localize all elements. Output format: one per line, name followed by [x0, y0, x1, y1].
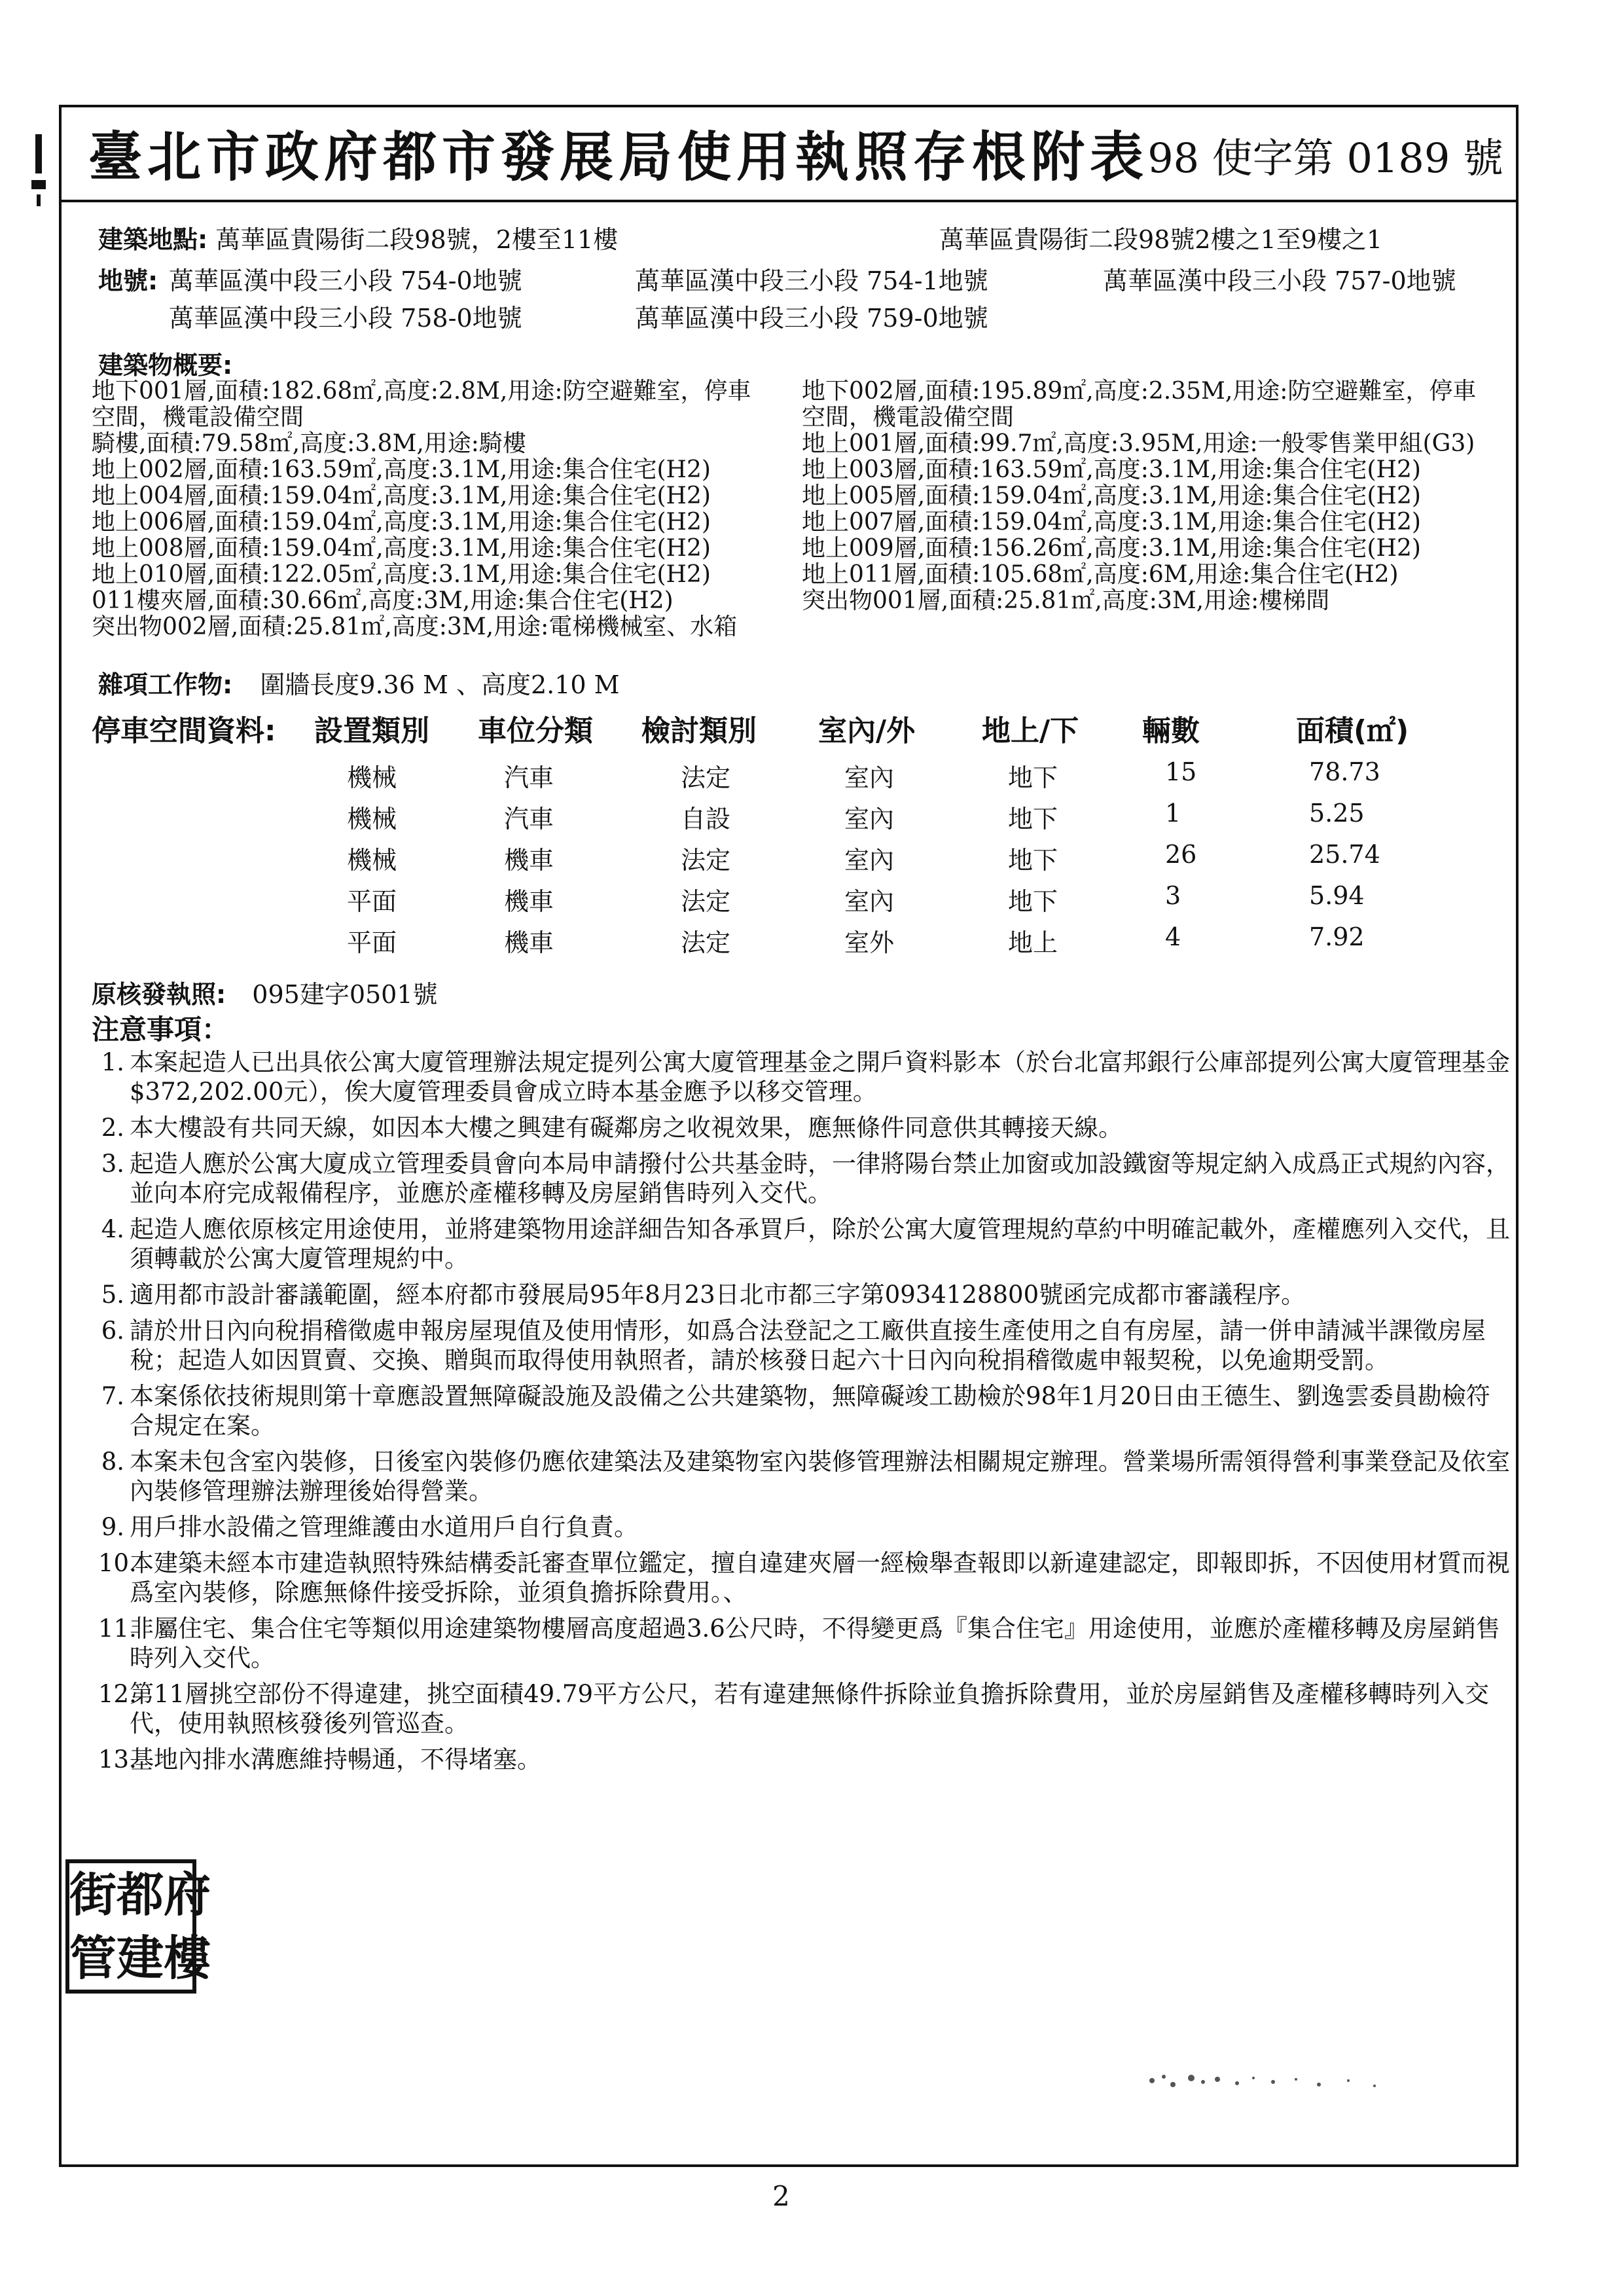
note-text: 本大樓設有共同天線，如因本大樓之興建有礙鄰房之收視效果，應無條件同意供其轉接天線。: [130, 1114, 1123, 1142]
note-number: 3.: [101, 1150, 124, 1178]
binding-mark: [30, 134, 47, 206]
parking-cell: 地上: [1008, 928, 1058, 957]
seal-char: 府: [164, 1867, 211, 1923]
parking-cell: 法定: [681, 763, 731, 792]
overview-right-column: [802, 378, 1476, 614]
misc-work-row: [98, 665, 620, 701]
parking-cell: 26: [1165, 840, 1197, 869]
overview-line: 011樓夾層,面積:30.66㎡,高度:3M,用途:集合住宅(H2): [92, 587, 674, 614]
page-number: 2: [772, 2180, 790, 2212]
parking-cell: 5.94: [1309, 881, 1365, 910]
note-item: [98, 1548, 1512, 1607]
note-number: 10.: [98, 1549, 137, 1577]
note-text: 本案係依技術規則第十章應設置無障礙設施及設備之公共建築物，無障礙竣工勘檢於98年1月20日由王德生、劉逸雲委員勘檢符合規定在案。: [130, 1382, 1490, 1440]
lot-item: 萬華區漢中段三小段 754-0地號: [169, 266, 522, 295]
overview-left-column: [92, 378, 751, 640]
parking-header: 室內/外: [818, 714, 916, 748]
overview-line: 地上003層,面積:163.59㎡,高度:3.1M,用途:集合住宅(H2): [802, 456, 1421, 483]
note-item: [98, 1745, 1512, 1774]
misc-work-value: 圍牆長度9.36 M 、高度2.10 M: [260, 670, 620, 699]
parking-cell: 法定: [681, 887, 731, 916]
note-text: 本案未包含室內裝修，日後室內裝修仍應依建築法及建築物室內裝修管理辦法相關規定辦理。營業場所需領得營利事業登記及依室內裝修管理辦法辦理後始得營業。: [130, 1448, 1510, 1505]
parking-header: 面積(㎡): [1296, 714, 1409, 748]
signature-marks: [1139, 2062, 1388, 2102]
parking-cell: 室內: [844, 846, 895, 875]
parking-cell: 汽車: [504, 805, 554, 833]
overview-line: 地上009層,面積:156.26㎡,高度:3.1M,用途:集合住宅(H2): [802, 535, 1421, 562]
parking-cell: 機車: [504, 928, 554, 957]
lot-item: 萬華區漢中段三小段 758-0地號: [169, 304, 522, 333]
parking-cell: 室外: [844, 928, 895, 957]
location-address-2: 萬華區貴陽街二段98號2樓之1至9樓之1: [939, 225, 1383, 254]
notes-label: [92, 1008, 229, 1048]
overview-line: 地上004層,面積:159.04㎡,高度:3.1M,用途:集合住宅(H2): [92, 483, 711, 509]
parking-cell: 地下: [1008, 805, 1058, 833]
overview-label-text: 建築物概要:: [98, 351, 233, 380]
note-item: [98, 1280, 1512, 1309]
parking-header: 設置類別: [314, 714, 429, 748]
parking-header: 車位分類: [478, 714, 593, 748]
parking-cell: 78.73: [1309, 757, 1380, 786]
parking-label: 停車空間資料:: [92, 714, 276, 748]
parking-cell: 地下: [1008, 846, 1058, 875]
notes-label-text: 注意事項：: [92, 1013, 230, 1046]
note-number: 5.: [101, 1281, 124, 1309]
original-permit-row: [92, 974, 438, 1010]
parking-cell: 地下: [1008, 763, 1058, 792]
note-item: [98, 1214, 1512, 1273]
parking-cell: 機車: [504, 887, 554, 916]
seal-char: 樓: [164, 1929, 211, 1986]
note-number: 4.: [101, 1215, 124, 1243]
note-text: 起造人應依原核定用途使用，並將建築物用途詳細告知各承買戶，除於公寓大廈管理規約草約中明確記載外，產權應列入交代，且須轉載於公寓大廈管理規約中。: [130, 1215, 1510, 1273]
lot-item: 萬華區漢中段三小段 759-0地號: [635, 304, 988, 333]
note-item: [98, 1447, 1512, 1506]
parking-cell: 機械: [347, 846, 397, 875]
seal-char: 都: [117, 1867, 164, 1923]
note-text: 本案起造人已出具依公寓大廈管理辦法規定提列公寓大廈管理基金之開戶資料影本（於台北富邦銀行公庫部提列公寓大廈管理基金$372,202.00元），俟大廈管理委員會成立時本基金應予以移交管理。: [130, 1048, 1510, 1106]
official-seal: [65, 1859, 211, 1994]
parking-cell: 自設: [681, 805, 731, 833]
note-text: 非屬住宅、集合住宅等類似用途建築物樓層高度超過3.6公尺時，不得變更爲『集合住宅』用途使用，並應於產權移轉及房屋銷售時列入交代。: [130, 1614, 1500, 1672]
parking-cell: 機械: [347, 763, 397, 792]
overview-line: 空間，機電設備空間: [92, 404, 304, 431]
lots-label: [98, 261, 158, 297]
note-item: [98, 1614, 1512, 1673]
misc-work-label: 雜項工作物:: [98, 670, 233, 699]
location-label: 建築地點:: [98, 225, 208, 254]
parking-cell: 1: [1165, 799, 1181, 828]
note-text: 起造人應於公寓大廈成立管理委員會向本局申請撥付公共基金時，一律將陽台禁止加窗或加設鐵窗等規定納入成爲正式規約內容，並向本府完成報備程序，並應於產權移轉及房屋銷售時列入交代。: [130, 1150, 1510, 1207]
location-row: [98, 219, 618, 255]
note-item: [98, 1679, 1512, 1738]
notes-list: [98, 1048, 1512, 1781]
lots-label-text: 地號:: [98, 266, 158, 295]
overview-line: 地上002層,面積:163.59㎡,高度:3.1M,用途:集合住宅(H2): [92, 456, 711, 483]
parking-cell: 平面: [347, 928, 397, 957]
overview-line: 地上008層,面積:159.04㎡,高度:3.1M,用途:集合住宅(H2): [92, 535, 711, 562]
overview-line: 地下002層,面積:195.89㎡,高度:2.35M,用途:防空避難室，停車: [802, 378, 1477, 405]
original-permit-value: 095建字0501號: [252, 980, 438, 1009]
parking-cell: 4: [1165, 922, 1181, 951]
overview-line: 地上011層,面積:105.68㎡,高度:6M,用途:集合住宅(H2): [802, 561, 1399, 588]
permit-number: 98 使字第 0189 號: [1147, 134, 1503, 182]
overview-line: 地下001層,面積:182.68㎡,高度:2.8M,用途:防空避難室，停車: [92, 378, 751, 405]
parking-cell: 平面: [347, 887, 397, 916]
parking-cell: 室內: [844, 763, 895, 792]
note-item: [98, 1316, 1512, 1375]
overview-label: [98, 345, 232, 381]
parking-header: 檢討類別: [641, 714, 757, 748]
overview-line: 突出物002層,面積:25.81㎡,高度:3M,用途:電梯機械室、水箱: [92, 613, 738, 640]
note-number: 11.: [98, 1614, 137, 1643]
parking-cell: 3: [1165, 881, 1181, 910]
note-item: [98, 1048, 1512, 1106]
parking-cell: 室內: [844, 887, 895, 916]
note-number: 1.: [101, 1048, 124, 1076]
parking-header: 地上/下: [982, 714, 1079, 748]
location-address: 萬華區貴陽街二段98號，2樓至11樓: [215, 225, 619, 254]
header-divider: [59, 200, 1519, 202]
note-item: [98, 1512, 1512, 1542]
overview-line: 地上005層,面積:159.04㎡,高度:3.1M,用途:集合住宅(H2): [802, 483, 1421, 509]
note-item: [98, 1149, 1512, 1208]
parking-cell: 地下: [1008, 887, 1058, 916]
parking-cell: 機械: [347, 805, 397, 833]
note-number: 12.: [98, 1680, 137, 1708]
note-number: 2.: [101, 1114, 124, 1142]
note-number: 6.: [101, 1317, 124, 1345]
note-text: 基地內排水溝應維持暢通，不得堵塞。: [130, 1745, 541, 1774]
parking-cell: 機車: [504, 846, 554, 875]
note-item: [98, 1381, 1512, 1440]
overview-line: 騎樓,面積:79.58㎡,高度:3.8M,用途:騎樓: [92, 430, 526, 457]
overview-line: 突出物001層,面積:25.81㎡,高度:3M,用途:樓梯間: [802, 587, 1330, 614]
original-permit-label: 原核發執照:: [92, 980, 226, 1009]
lot-item: 萬華區漢中段三小段 754-1地號: [635, 266, 988, 295]
parking-cell: 25.74: [1309, 840, 1380, 869]
parking-cell: 室內: [844, 805, 895, 833]
note-text: 用戶排水設備之管理維護由水道用戶自行負責。: [130, 1513, 638, 1541]
parking-cell: 汽車: [504, 763, 554, 792]
note-item: [98, 1113, 1512, 1142]
parking-cell: 法定: [681, 928, 731, 957]
note-text: 第11層挑空部份不得違建，挑空面積49.79平方公尺，若有違建無條件拆除並負擔拆除費用，並於房屋銷售及產權移轉時列入交代，使用執照核發後列管巡查。: [130, 1680, 1490, 1738]
seal-char: 街: [69, 1867, 117, 1923]
seal-char: 管: [69, 1929, 117, 1986]
note-number: 13.: [98, 1745, 137, 1774]
overview-line: 空間，機電設備空間: [802, 404, 1015, 431]
overview-line: 地上006層,面積:159.04㎡,高度:3.1M,用途:集合住宅(H2): [92, 509, 711, 536]
note-text: 本建築未經本市建造執照特殊結構委託審查單位鑑定，擅自違建夾層一經檢舉查報即以新違建認定，即報即拆，不因使用材質而視爲室內裝修，除應無條件接受拆除，並須負擔拆除費用。、: [130, 1549, 1510, 1607]
lot-item: 萬華區漢中段三小段 757-0地號: [1103, 266, 1456, 295]
parking-cell: 法定: [681, 846, 731, 875]
parking-header: 輛數: [1142, 714, 1200, 748]
overview-line: 地上007層,面積:159.04㎡,高度:3.1M,用途:集合住宅(H2): [802, 509, 1421, 536]
seal-char: 建: [117, 1929, 164, 1986]
note-number: 9.: [101, 1513, 124, 1541]
parking-cell: 7.92: [1309, 922, 1365, 951]
note-text: 請於卅日內向稅捐稽徵處申報房屋現值及使用情形，如爲合法登記之工廠供直接生產使用之自有房屋，請一併申請減半課徵房屋稅；起造人如因買賣、交換、贈與而取得使用執照者，請於核發日起六十日內向稅捐稽徵處申報契稅，以免逾期受罰。: [130, 1317, 1486, 1374]
note-number: 8.: [101, 1448, 124, 1476]
parking-cell: 15: [1165, 757, 1197, 786]
note-text: 適用都市設計審議範圍，經本府都市發展局95年8月23日北市都三字第0934128800號函完成都市審議程序。: [130, 1281, 1306, 1309]
note-number: 7.: [101, 1382, 124, 1410]
page-title: 臺北市政府都市發展局使用執照存根附表: [88, 126, 1149, 189]
overview-line: 地上001層,面積:99.7㎡,高度:3.95M,用途:一般零售業甲組(G3): [802, 430, 1475, 457]
overview-line: 地上010層,面積:122.05㎡,高度:3.1M,用途:集合住宅(H2): [92, 561, 711, 588]
parking-cell: 5.25: [1309, 799, 1365, 828]
